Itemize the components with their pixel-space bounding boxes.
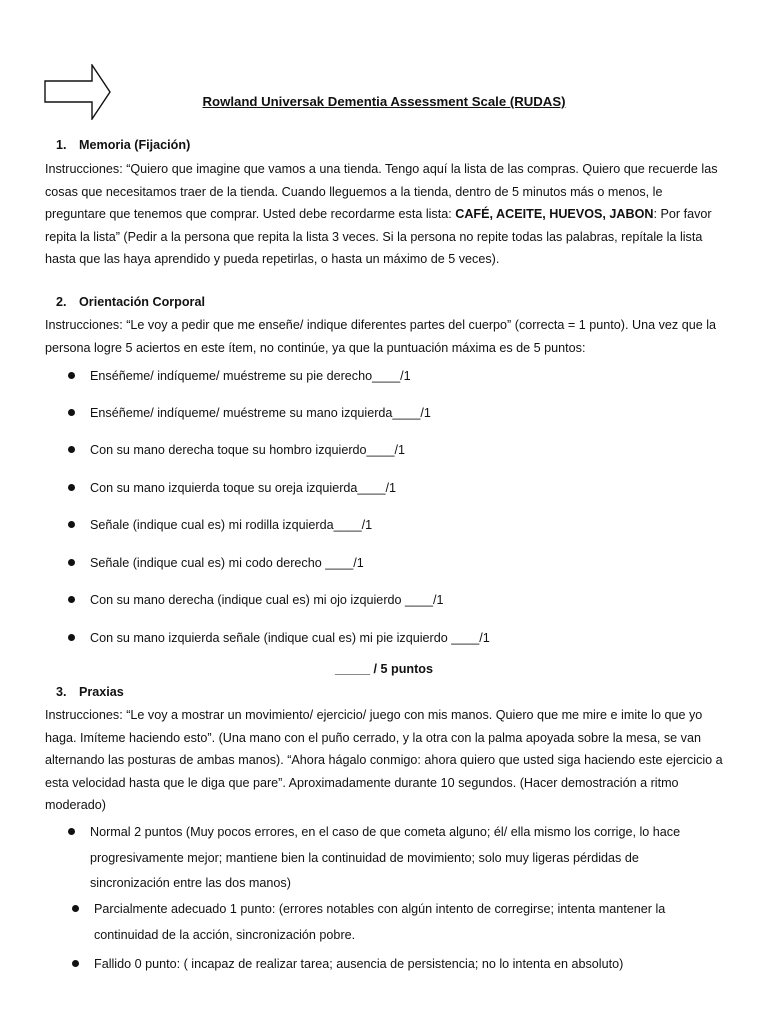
bullet-icon	[68, 559, 75, 566]
page-title: Rowland Universak Dementia Assessment Scale (RUDAS)	[202, 94, 566, 109]
section-memoria-instructions: Instrucciones: “Quiero que imagine que vamos a una tienda. Tengo aquí la lista de las compras. Quiero que recuerde las cosas que necesitamos traer de la tienda. Cuando lleguemos a la tienda, dentro de 5 minutos más o menos, le preguntare que tenemos que comprar. Usted debe recordarme esta lista: CAFÉ, ACEITE, HUEVOS, JABON: Por favor repita la lista” (Pedir a la persona que repita la lista 3 veces. Si la persona no repite todas las palabras, repítale la lista hasta que las haya aprendido y pueda repetirlas, o hasta un máximo de 5 veces).	[45, 162, 718, 267]
list-item: Normal 2 puntos (Muy pocos errores, en el caso de que cometa alguno; él/ ella mismo los corrige, lo hace progresivamente mejor; mantiene bien la continuidad de movimiento; solo muy ligeras pérdidas de sincronización entre las dos manos)	[70, 820, 720, 897]
list-item: Con su mano izquierda toque su oreja izquierda____/1	[70, 476, 720, 502]
bullet-icon	[68, 634, 75, 641]
section-orientacion-total: _____ / 5 puntos	[335, 662, 433, 676]
list-item: Fallido 0 punto: ( incapaz de realizar tarea; ausencia de persistencia; no lo intenta en absoluto)	[74, 952, 720, 978]
section-heading-orientacion: 2. Orientación Corporal	[56, 295, 205, 309]
section-orientacion-instructions: Instrucciones: “Le voy a pedir que me enseñe/ indique diferentes partes del cuerpo” (correcta = 1 punto). Una vez que la persona logre 5 aciertos en este ítem, no continúe, ya que la puntuación máxima es de 5 puntos:	[45, 318, 717, 355]
bullet-icon	[68, 596, 75, 603]
bullet-icon	[68, 409, 75, 416]
section-heading-praxias: 3. Praxias	[56, 685, 124, 699]
list-item: Señale (indique cual es) mi codo derecho ____/1	[70, 551, 720, 577]
bullet-icon	[68, 372, 75, 379]
list-item: Señale (indique cual es) mi rodilla izquierda____/1	[70, 513, 720, 539]
bullet-icon	[72, 960, 79, 967]
list-item: Parcialmente adecuado 1 punto: (errores notables con algún intento de corregirse; intenta mantener la continuidad de la acción, sincronización pobre.	[74, 897, 720, 948]
list-item: Enséñeme/ indíqueme/ muéstreme su pie derecho____/1	[70, 364, 720, 390]
section-praxias-instructions: Instrucciones: “Le voy a mostrar un movimiento/ ejercicio/ juego con mis manos. Quiero que me mire e imite lo que yo haga. Imíteme haciendo esto”. (Una mano con el puño cerrado, y la otra con la palma apoyada sobre la mesa, se van alternando las posturas de ambas manos). “Ahora hágalo conmigo: ahora quiero que usted siga haciendo este ejercicio a esta velocidad hasta que le diga que pare”. Aproximadamente durante 10 segundos. (Hacer demostración a ritmo moderado)	[45, 708, 723, 813]
list-item: Con su mano derecha toque su hombro izquierdo____/1	[70, 438, 720, 464]
bullet-icon	[68, 446, 75, 453]
bullet-icon	[72, 905, 79, 912]
list-item: Con su mano derecha (indique cual es) mi ojo izquierdo ____/1	[70, 588, 720, 614]
list-item: Con su mano izquierda señale (indique cual es) mi pie izquierdo ____/1	[70, 626, 720, 652]
arrow-right-icon	[44, 64, 112, 120]
list-item: Enséñeme/ indíqueme/ muéstreme su mano izquierda____/1	[70, 401, 720, 427]
bullet-icon	[68, 484, 75, 491]
bullet-icon	[68, 521, 75, 528]
section-heading-memoria: 1. Memoria (Fijación)	[56, 138, 191, 152]
bullet-icon	[68, 828, 75, 835]
